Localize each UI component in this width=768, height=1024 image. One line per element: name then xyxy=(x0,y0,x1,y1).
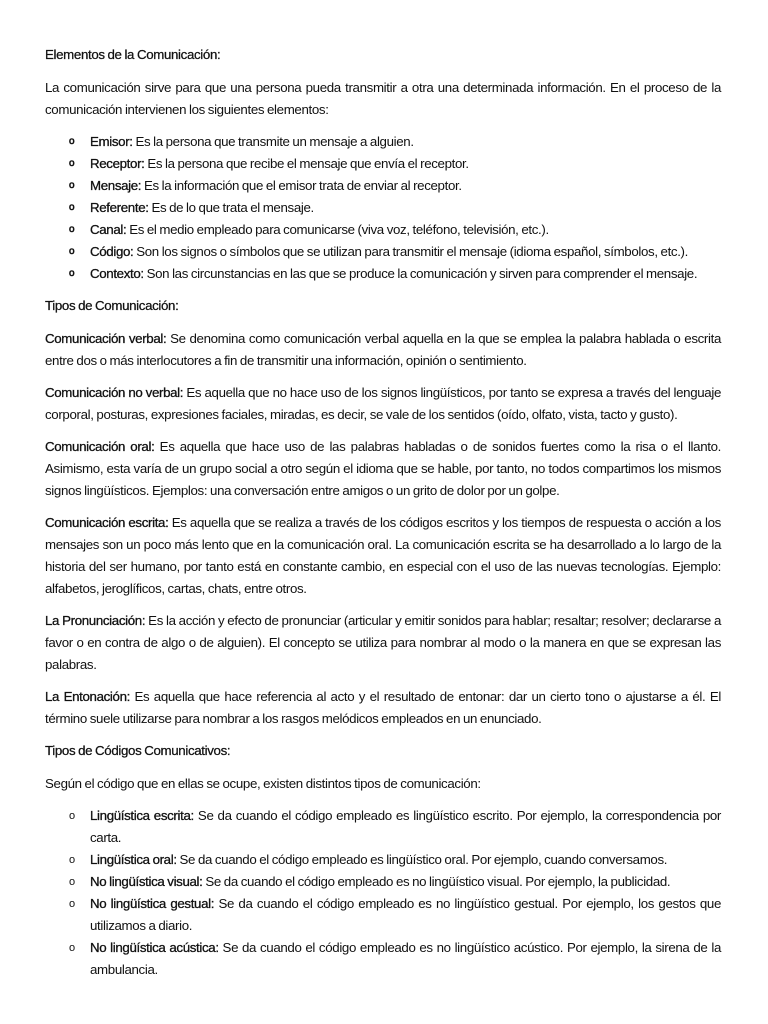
bullet-icon: o xyxy=(69,224,75,235)
bullet-icon: o xyxy=(69,268,75,279)
bullet-icon: o xyxy=(69,180,75,191)
bullet-icon: o xyxy=(69,942,75,954)
type-paragraph: Comunicación oral: Es aquella que hace uso de las palabras habladas o de sonidos fuertes como la risa o el llanto. Asimismo, esta varía de un grupo social a otro según el idioma que se hable, por tanto, no todos compartimos los mismos signos lingüísticos. Ejemplos: una conversación entre amigos o un grito de dolor por un golpe. xyxy=(45,439,721,498)
type-paragraph: La Entonación: Es aquella que hace referencia al acto y el resultado de entonar: dar un cierto tono o ajustarse a él. El término suele utilizarse para nombrar a los rasgos melódicos empleados en un enunciado. xyxy=(45,689,721,726)
section-title-codes: Tipos de Códigos Comunicativos: xyxy=(45,743,231,758)
bullet-icon: o xyxy=(69,876,75,888)
intro-paragraph: La comunicación sirve para que una persona pueda transmitir a otra una determinada información. En el proceso de la comunicación intervienen los siguientes elementos: xyxy=(45,80,721,117)
bullet-icon: o xyxy=(69,136,75,147)
type-paragraph: Comunicación no verbal: Es aquella que no hace uso de los signos lingüísticos, por tanto se expresa a través del lenguaje corporal, posturas, expresiones faciales, miradas, es decir, se vale de los sentidos (oído, olfato, vista, tacto y gusto). xyxy=(45,385,722,422)
list-item: o Mensaje: Es la información que el emisor trata de enviar al receptor. xyxy=(45,175,721,197)
list-item: o No lingüística visual: Se da cuando el código empleado es no lingüístico visual. Por ejemplo, la publicidad. xyxy=(45,871,721,893)
list-item: o Referente: Es de lo que trata el mensaje. xyxy=(45,197,721,219)
type-paragraph: La Pronunciación: Es la acción y efecto de pronunciar (articular y emitir sonidos para hablar; resaltar; resolver; declararse a favor o en contra de algo o de alguien). El concepto se utiliza para nombrar al modo o la manera en que se expresan las palabras. xyxy=(45,613,721,672)
list-item: o Lingüística oral: Se da cuando el código empleado es lingüístico oral. Por ejemplo, cuando conversamos. xyxy=(45,849,721,871)
bullet-icon: o xyxy=(69,246,75,257)
list-item: o Emisor: Es la persona que transmite un mensaje a alguien. xyxy=(45,131,721,153)
list-item: o Lingüística escrita: Se da cuando el código empleado es lingüístico escrito. Por ejemplo, la correspondencia por carta. xyxy=(45,805,721,849)
section-title-elements: Elementos de la Comunicación: xyxy=(45,47,221,62)
bullet-icon: o xyxy=(69,202,75,213)
bullet-icon: o xyxy=(69,854,75,866)
type-paragraph: Comunicación escrita: Es aquella que se realiza a través de los códigos escritos y los tiempos de respuesta o acción a los mensajes son un poco más lento que en la comunicación oral. La comunicación escrita se ha desarrollado a lo largo de la historia del ser humano, por tanto está en constante cambio, en especial con el uso de las nuevas tecnologías. Ejemplo: alfabetos, jeroglíficos, cartas, chats, entre otros. xyxy=(45,515,721,596)
list-item: o Receptor: Es la persona que recibe el mensaje que envía el receptor. xyxy=(45,153,721,175)
list-item: o No lingüística acústica: Se da cuando el código empleado es no lingüístico acústico. Por ejemplo, la sirena de la ambulancia. xyxy=(45,937,721,981)
list-item: o Contexto: Son las circunstancias en las que se produce la comunicación y sirven para comprender el mensaje. xyxy=(45,263,721,285)
section-title-types: Tipos de Comunicación: xyxy=(45,298,179,313)
codes-intro-paragraph: Según el código que en ellas se ocupe, existen distintos tipos de comunicación: xyxy=(45,776,481,791)
list-item: o No lingüística gestual: Se da cuando el código empleado es no lingüístico gestual. Por ejemplo, los gestos que utilizamos a diario. xyxy=(45,893,721,937)
list-item: o Código: Son los signos o símbolos que se utilizan para transmitir el mensaje (idioma español, símbolos, etc.). xyxy=(45,241,721,263)
codes-list xyxy=(45,805,721,981)
bullet-icon: o xyxy=(69,898,75,910)
document-page xyxy=(45,44,721,991)
list-item: o Canal: Es el medio empleado para comunicarse (viva voz, teléfono, televisión, etc.). xyxy=(45,219,721,241)
bullet-icon: o xyxy=(69,810,75,822)
bullet-icon: o xyxy=(69,158,75,169)
type-paragraph: Comunicación verbal: Se denomina como comunicación verbal aquella en la que se emplea la palabra hablada o escrita entre dos o más interlocutores a fin de transmitir una información, opinión o sentimiento. xyxy=(45,331,721,368)
elements-list xyxy=(45,131,721,285)
